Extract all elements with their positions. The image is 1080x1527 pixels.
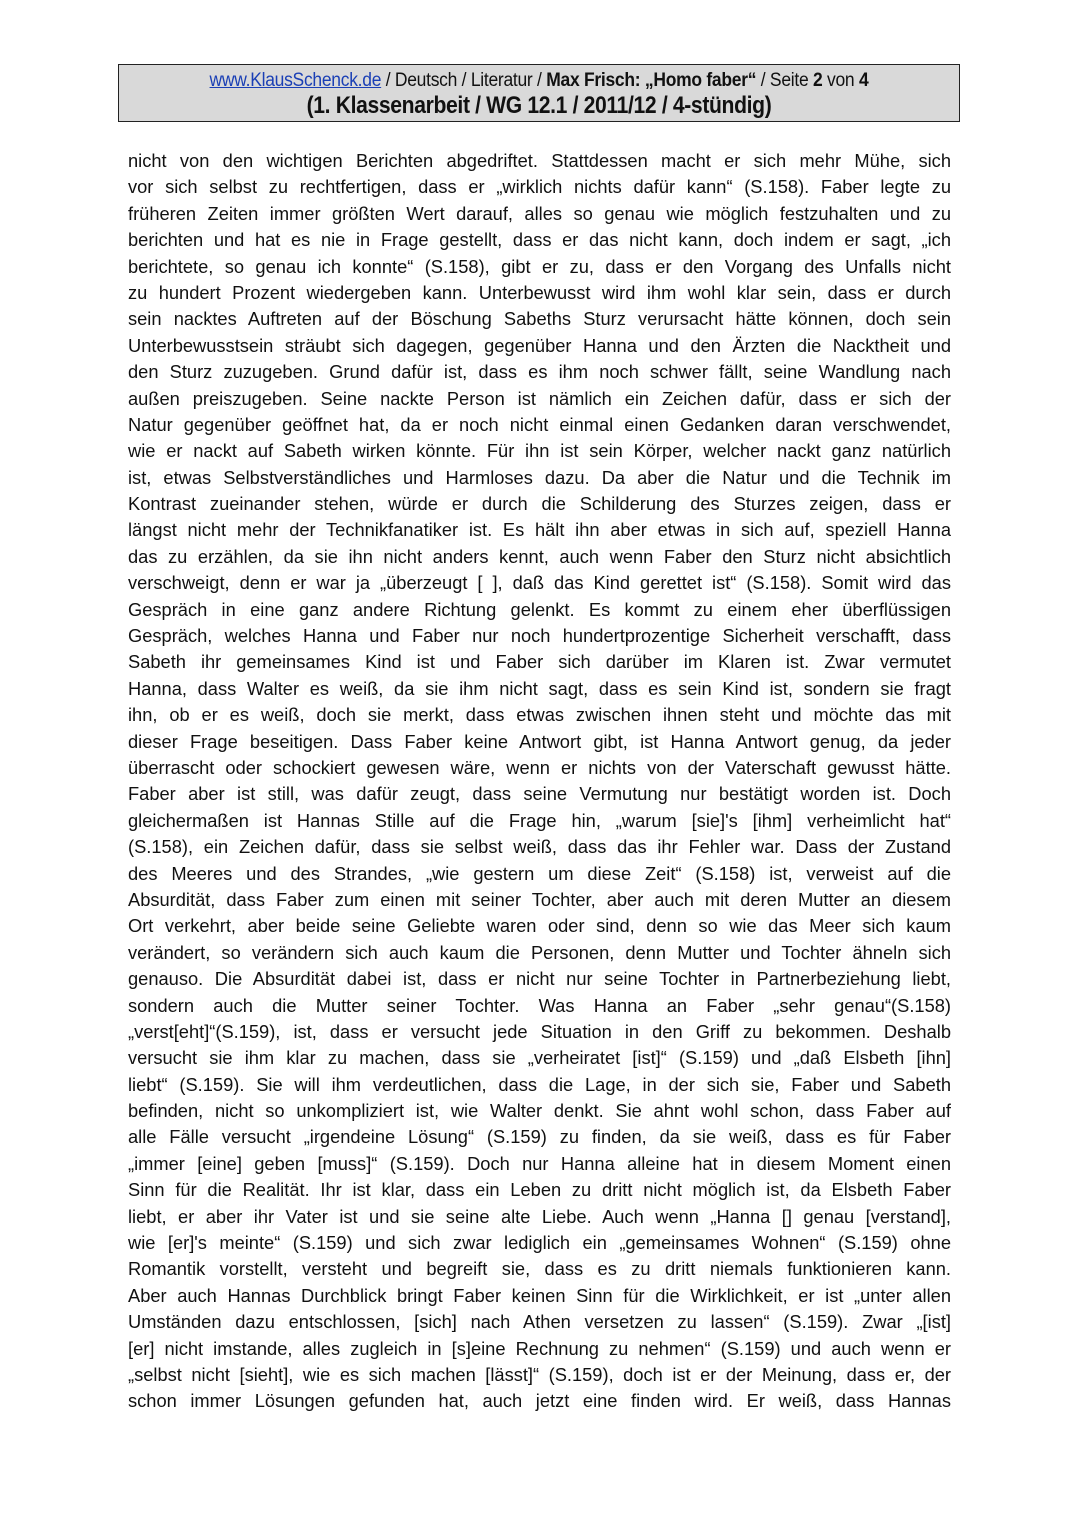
text-line: des Meeres und des Strandes, „wie gestern um diese Zeit“ (S.158) ist, verweist auf die (128, 862, 951, 884)
text-line: „immer [eine] geben [muss]“ (S.159). Doch nur Hanna alleine hat in diesem Moment einen (128, 1152, 951, 1174)
text-line: berichtete, so genau ich konnte“ (S.158), gibt er zu, dass er den Vorgang des Unfalls nicht (128, 255, 951, 277)
text-line: längst nicht mehr der Technikfanatiker ist. Es hält ihn aber etwas in sich auf, speziell Hanna (128, 519, 951, 541)
text-line: wie [er]'s meinte“ (S.159) und sich zwar lediglich ein „gemeinsames Wohnen“ (S.159) ohne (128, 1232, 951, 1254)
text-line: wie er nackt auf Sabeth wirken könnte. Für ihn ist sein Körper, welcher nackt ganz natürlich (128, 440, 951, 462)
text-line: Gespräch in eine ganz andere Richtung gelenkt. Es kommt zu einem eher überflüssigen (128, 598, 951, 620)
work-title: Max Frisch: „Homo faber“ (546, 70, 757, 91)
text-line: Umständen dazu entschlossen, [sich] nach Athen versetzen zu lassen“ (S.159). Zwar „[ist] (128, 1311, 951, 1333)
text-line: Natur gegenüber geöffnet hat, da er noch nicht einmal einen Gedanken daran verschwendet, (128, 413, 951, 435)
text-line: Faber aber ist still, was dafür zeugt, dass seine Vermutung nur bestätigt worden ist. Doch (128, 783, 951, 805)
text-line: versucht sie ihm klar zu machen, dass sie „verheiratet [ist]“ (S.159) und „daß Elsbeth [ihn] (128, 1047, 951, 1069)
text-line: ihn, ob er es weiß, doch sie merkt, dass etwas zwischen ihnen steht und möchte das mit (128, 704, 951, 726)
text-line: Romantik vorstellt, versteht und begreift sie, dass es zu dritt niemals funktionieren kann. (128, 1258, 951, 1280)
text-line: nicht von den wichtigen Berichten abgedriftet. Stattdessen macht er sich mehr Mühe, sich (128, 150, 951, 171)
text-line: Sabeth ihr gemeinsames Kind ist und Faber sich darüber im Klaren ist. Zwar vermutet (128, 651, 951, 673)
text-line: verschweigt, denn er war ja „überzeugt [ ], daß das Kind gerettet ist“ (S.158). Somit wird das (128, 572, 951, 594)
text-line: vor sich selbst zu rechtfertigen, dass er „wirklich nichts dafür kann“ (S.158). Faber legte zu (128, 176, 951, 198)
text-line: genauso. Die Absurdität dabei ist, dass er nicht nur seine Tochter in Partnerbeziehung liebt, (128, 968, 951, 990)
text-line: zu hundert Prozent wiedergeben kann. Unterbewusst wird ihm wohl klar sein, dass er durch (128, 281, 951, 303)
text-line: den Sturz zuzugeben. Grund dafür ist, dass es ihm noch schwer fällt, seine Wandlung nach (128, 361, 951, 383)
text-line: alle Fälle versucht „irgendeine Lösung“ (S.159) zu finden, da sie weiß, dass es für Faber (128, 1126, 951, 1148)
text-line: [er] nicht imstande, alles zugleich in [s]eine Rechnung zu nehmen“ (S.159) und auch wenn er (128, 1337, 951, 1359)
header-citation-line (153, 69, 926, 93)
text-line: Ort verkehrt, aber beide seine Geliebte waren oder sind, denn so wie das Meer sich kaum (128, 915, 951, 937)
text-line: früheren Zeiten immer größten Wert darauf, alles so genau wie möglich festzuhalten und zu (128, 202, 951, 224)
text-line: gleichermaßen ist Hannas Stille auf die Frage hin, „warum [sie]'s [ihm] verheimlicht hat“ (128, 809, 951, 831)
page-header (118, 64, 960, 122)
text-line: liebt, er aber ihr Vater ist und sie seine alte Liebe. Auch wenn „Hanna [] genau [verstand], (128, 1205, 951, 1227)
text-line: ist, etwas Selbstverständliches und Harmloses dazu. Da aber die Natur und die Technik im (128, 466, 951, 488)
text-line: (S.158), ein Zeichen dafür, dass sie selbst weiß, dass das ihr Fehler war. Dass der Zustand (128, 836, 951, 858)
text-line: berichten und hat es nie in Frage gestellt, dass er das nicht kann, doch indem er sagt, „ich (128, 229, 951, 251)
text-line: „selbst nicht [sieht], wie es sich machen [lässt]“ (S.159), doch ist er der Meinung, dass er, der (128, 1363, 951, 1385)
text-line: dieser Frage beseitigen. Dass Faber keine Antwort gibt, ist Hanna Antwort genug, da jeder (128, 730, 951, 752)
text-line: außen preiszugeben. Seine nackte Person ist nämlich ein Zeichen dafür, dass er sich der (128, 387, 951, 409)
text-line: das zu erzählen, da sie ihn nicht anders kennt, auch wenn Faber den Sturz nicht absichtlich (128, 545, 951, 567)
breadcrumb: / Deutsch / Literatur / (381, 70, 547, 91)
text-line: „verst[eht]“(S.159), ist, dass er versucht jede Situation in den Griff zu bekommen. Deshalb (128, 1020, 951, 1042)
page-prefix: / Seite (756, 70, 813, 91)
text-line: befinden, nicht so unkompliziert ist, wie Walter denkt. Sie ahnt wohl schon, dass Faber auf (128, 1100, 951, 1122)
text-line: verändert, so verändern sich auch kaum die Personen, denn Mutter und Tochter ähneln sich (128, 941, 951, 963)
text-line: sondern auch die Mutter seiner Tochter. Was Hanna an Faber „sehr genau“(S.158) (128, 994, 951, 1016)
text-line: Gespräch, welches Hanna und Faber nur noch hundertprozentige Sicherheit verschafft, dass (128, 625, 951, 647)
page-total: 4 (858, 70, 869, 91)
text-line: Sinn für die Realität. Ihr ist klar, dass ein Leben zu dritt nicht möglich ist, da Elsbeth Faber (128, 1179, 951, 1201)
text-line: liebt“ (S.159). Sie will ihm verdeutlichen, dass die Lage, in der sich sie, Faber und Sabeth (128, 1073, 951, 1095)
text-line: sein nacktes Auftreten auf der Böschung Sabeths Sturz verursacht hätte können, doch sein (128, 308, 951, 330)
text-line: Absurdität, dass Faber zum einen mit seiner Tochter, aber auch mit deren Mutter an diesem (128, 888, 951, 910)
text-line: Unterbewusstsein sträubt sich dagegen, gegenüber Hanna und den Ärzten die Nacktheit und (128, 334, 951, 356)
text-line: schon immer Lösungen gefunden hat, auch jetzt eine finden wird. Er weiß, dass Hannas (128, 1390, 951, 1412)
page-current: 2 (812, 70, 823, 91)
site-link[interactable]: www.KlausSchenck.de (209, 70, 382, 91)
text-line: Hanna, dass Walter es weiß, da sie ihm nicht sagt, dass es sein Kind ist, sondern sie fragt (128, 677, 951, 699)
text-line: Aber auch Hannas Durchblick bringt Faber keinen Sinn für die Wirklichkeit, er ist „unter allen (128, 1284, 951, 1306)
essay-body-text (128, 148, 951, 1415)
page-mid: von (822, 70, 859, 91)
header-subtitle: (1. Klassenarbeit / WG 12.1 / 2011/12 / 4-stündig) (306, 92, 772, 119)
text-line: Kontrast zueinander stehen, würde er durch die Schilderung des Sturzes zeigen, dass er (128, 493, 951, 515)
text-line: überrascht oder schockiert gewesen wäre, wenn er nichts von der Vaterschaft gewusst hätte. (128, 756, 951, 778)
